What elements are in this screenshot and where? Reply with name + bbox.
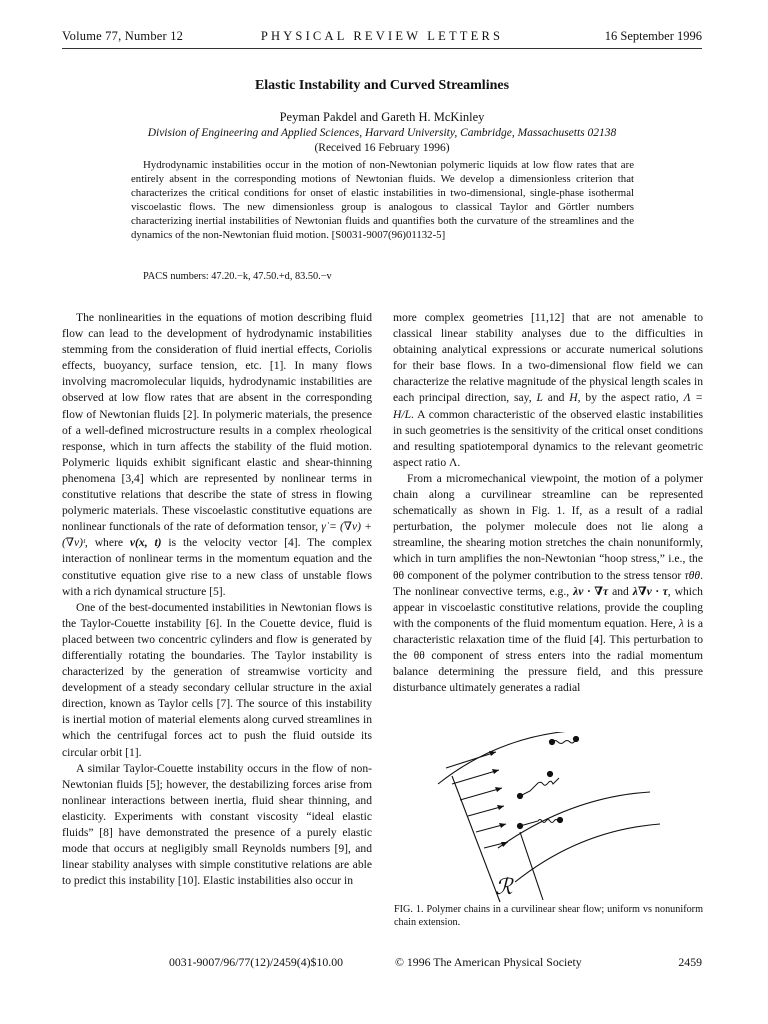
- affiliation: Division of Engineering and Applied Sciences, Harvard University, Cambridge, Massachusetts 02138: [147, 127, 617, 139]
- figure-caption: FIG. 1. Polymer chains in a curvilinear shear flow; uniform vs nonuniform chain extension.: [394, 904, 703, 928]
- abstract: Hydrodynamic instabilities occur in the motion of non-Newtonian polymeric liquids at low flow rates that are entirely absent in the corresponding motions of Newtonian fluids. We develop a dimensionless criterion that characterizes the critical conditions for onset of elastic instabilities in two-dimensional, single-phase isothermal viscoelastic flows. The new dimensionless group is analogous to classical Taylor and Görtler numbers characterizing inertial instabilities of Newtonian fluids and quantifies both the curvature of the streamlines and the dynamics of the non-Newtonian fluid motion. [S0031-9007(96)01132-5]: [131, 159, 634, 241]
- journal-name: PHYSICAL REVIEW LETTERS: [260, 29, 504, 43]
- polymer-chain-uniform: [549, 736, 578, 744]
- equation: λ∇v · τ: [632, 584, 668, 598]
- author-list: Peyman Pakdel and Gareth H. McKinley: [279, 110, 485, 124]
- issue-date: 16 September 1996: [604, 29, 702, 43]
- paragraph: From a micromechanical viewpoint, the motion of a polymer chain along a curvilinear streamline can be represented schematically as shown in Fig. 1. If, as a result of a radial perturbation, the polymer molecule does not lie along a streamline, the shearing motion stretches the chain nonuniformly, which in turn amplifies the non-Newtonian “hoop stress,” i.e., the θθ component of the polymer contribution to the stress tensor τθθ. The nonlinear convective terms, e.g., λv · ∇τ and λ∇v · τ, which appear in viscoelastic constitutive relations, provide the coupling with the components of the fluid momentum equation. Here, λ is a characteristic relaxation time of the fluid [4]. This perturbation to the θθ component of stress enters into the radial momentum balance determining the pressure field, and this pressure disturbance ultimately generates a radial: [393, 471, 703, 695]
- paragraph: A similar Taylor-Couette instability occurs in the flow of non-Newtonian fluids [5]; however, the destabilizing forces arise from nonlinear interactions between inertia, fluid shear thinning, and elasticity. Experiments with constant viscosity “ideal elastic fluids” [8] have demonstrated the presence of a purely elastic mode that occurs at negligibly small Reynolds numbers [9], and linear stability analyses with simple constitutive relations are able to predict this instability [10]. Elastic instabilities also occur in: [62, 761, 372, 888]
- pacs-numbers: PACS numbers: 47.20.−k, 47.50.+d, 83.50.−v: [143, 271, 332, 282]
- page-number: 2459: [678, 955, 702, 969]
- equation: v(x, t): [129, 536, 162, 550]
- right-column: [393, 310, 703, 696]
- received-date: (Received 16 February 1996): [314, 142, 450, 154]
- radial-line-2: [520, 832, 543, 900]
- streamline-lower: [515, 824, 660, 882]
- page-footer: [62, 955, 702, 971]
- radius-label: ℛ: [495, 874, 513, 899]
- running-header: [62, 29, 702, 47]
- streamline-outer: [438, 732, 605, 784]
- polymer-chain-stretched: [517, 771, 559, 798]
- streamline-inner: [498, 792, 650, 848]
- equation: γ̇ = (∇v) + (∇v)ᵗ,: [62, 520, 372, 550]
- paragraph: One of the best-documented instabilities in Newtonian flows is the Taylor-Couette instability [6]. In the Couette device, fluid is placed between two concentric cylinders and flow is generated by differentially rotating the boundaries. The Taylor instability is characterized by the generation of streamwise vorticity and development of a steady secondary cellular structure in the axial direction, known as Taylor cells [7]. The source of this instability is inertial motion of material elements along curved streamlines in which the centrifugal forces act to push the fluid outside its circular orbit [1].: [62, 600, 372, 759]
- article-code: 0031-9007/96/77(12)/2459(4)$10.00: [169, 955, 343, 969]
- copyright: © 1996 The American Physical Society: [395, 955, 582, 969]
- velocity-arrowheads: [489, 751, 508, 847]
- article-title: Elastic Instability and Curved Streamlines: [254, 78, 510, 93]
- figure-1-diagram: [400, 732, 705, 904]
- equation: λv · ∇τ: [573, 584, 609, 598]
- volume-number: Volume 77, Number 12: [62, 29, 184, 43]
- equation: Λ = H/L: [393, 391, 703, 421]
- header-rule: [62, 48, 702, 49]
- paragraph: The nonlinearities in the equations of motion describing fluid flow can lead to the development of hydrodynamic instabilities stemming from the consideration of fluid inertial effects, Coriolis effects, buoyancy, surface tension, etc. [1]. In many flows involving macromolecular liquids, hydrodynamic instabilities are observed at low flow rates that are absent in the corresponding flow of Newtonian fluids [2]. In polymeric materials, the presence of a well-defined microstructure results in a complex rheological response, which in turn affects the stability of the fluid motion. Polymeric liquids exhibit significant elastic and shear-thinning phenomena [3,4] which are represented by nonlinear terms in constitutive relations that describe the state of stress in flowing polymeric materials. These viscoelastic constitutive equations are nonlinear functionals of the rate of deformation tensor, γ̇ = (∇v) + (∇v)ᵗ, where v(x, t) is the velocity vector [4]. The complex interaction of nonlinear terms in the momentum equation and the constitutive equation give rise to a new class of unstable flows with a rich dynamical structure [5].: [62, 311, 372, 598]
- paragraph: more complex geometries [11,12] that are not amenable to classical linear stability analyses due to the difficulties in obtaining analytical expressions or accurate numerical solutions for their base flows. In a two-dimensional flow field we can characterize the relative magnitude of the physical length scales in each principal direction, say, L and H, by the aspect ratio, Λ = H/L. A common characteristic of the observed elastic instabilities in such geometries is the sensitivity of the critical onset conditions and resulting spatiotemporal dynamics to the relevant geometric aspect ratio Λ.: [393, 311, 703, 469]
- left-column: [62, 310, 372, 889]
- velocity-profile: [446, 752, 508, 848]
